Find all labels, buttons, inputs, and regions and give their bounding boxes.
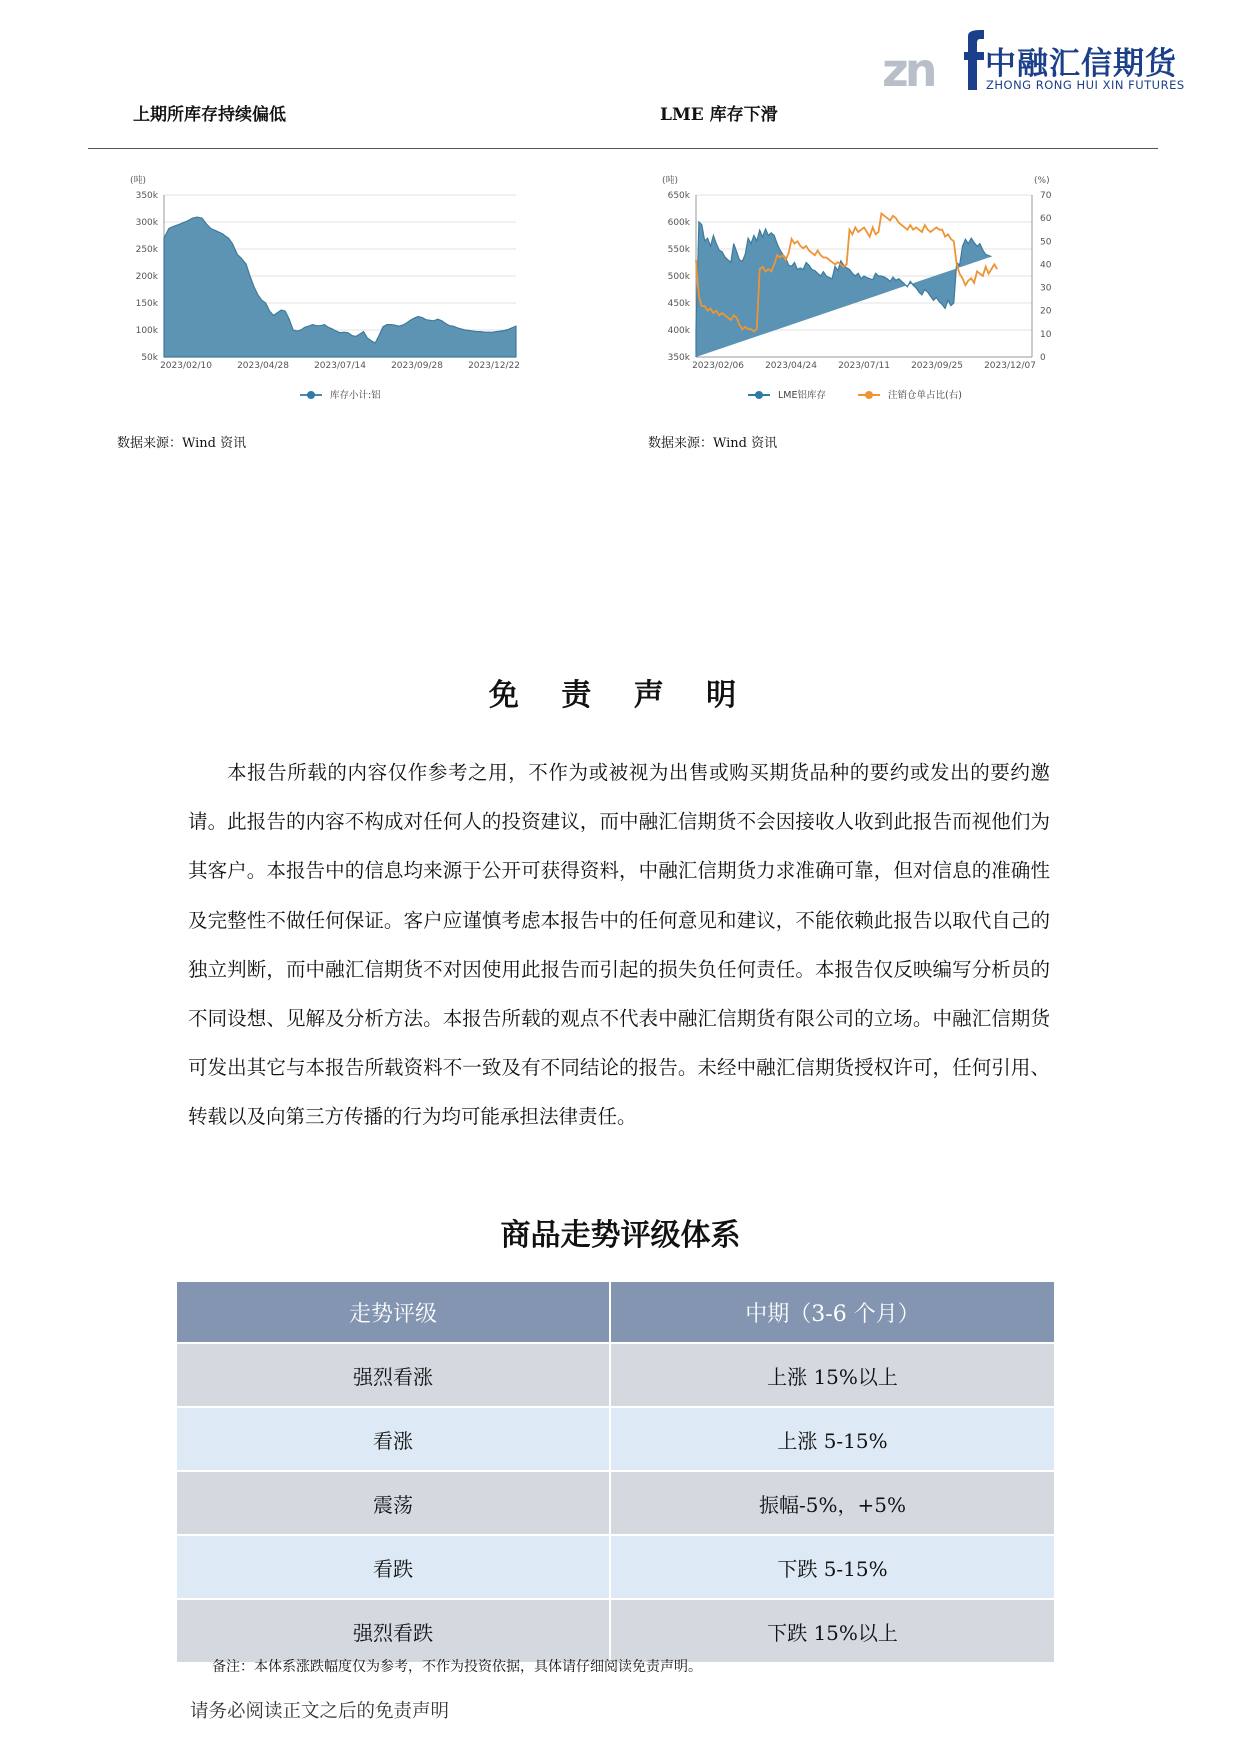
y-tick-label: 250k [135, 245, 158, 255]
y-tick-label: 300k [135, 218, 158, 228]
y-tick-label: 550k [667, 245, 690, 255]
y-tick-label: 350k [667, 353, 690, 363]
y-axis-label: (吨) [662, 176, 679, 186]
x-tick-label: 2023/04/28 [237, 361, 289, 371]
y-tick-label: 200k [135, 272, 158, 282]
y2-axis-label: (%) [1034, 176, 1050, 186]
x-tick-label: 2023/02/10 [160, 361, 212, 371]
table-row [177, 1344, 1054, 1408]
rating-table-header [177, 1282, 1054, 1344]
table-row [177, 1472, 1054, 1536]
y-tick-label: 450k [667, 299, 690, 309]
series-area-LME铝库存 [696, 222, 991, 357]
x-tick-label: 2023/12/22 [468, 361, 520, 371]
table-row [177, 1408, 1054, 1472]
y-tick-label: 150k [135, 299, 158, 309]
rating-title: 商品走势评级体系 [500, 1218, 741, 1253]
left-chart-title: 上期所库存持续偏低 [133, 105, 286, 125]
y-axis-label: (吨) [130, 176, 147, 186]
disclaimer-title: 免 责 声 明 [488, 678, 753, 713]
rating-label: 看跌 [177, 1536, 611, 1600]
left-divider [88, 148, 620, 149]
y-tick-label: 100k [135, 326, 158, 336]
series-area-库存小计:铝 [164, 217, 516, 357]
rating-label: 看涨 [177, 1408, 611, 1472]
shfe-inventory-chart [118, 165, 588, 415]
x-tick-label: 2023/07/11 [838, 361, 890, 371]
x-tick-label: 2023/04/24 [765, 361, 817, 371]
y-tick-label: 500k [667, 272, 690, 282]
rating-range: 上涨 15%以上 [611, 1344, 1054, 1408]
rating-range: 振幅-5%，+5% [611, 1472, 1054, 1536]
header-trend-rating: 走势评级 [177, 1282, 611, 1344]
y-tick-label: 600k [667, 218, 690, 228]
left-chart-source: 数据来源：Wind 资讯 [117, 436, 247, 451]
y2-tick-label: 70 [1040, 191, 1052, 201]
right-divider [620, 148, 1158, 149]
x-tick-label: 2023/12/07 [984, 361, 1036, 371]
company-name-en: ZHONG RONG HUI XIN FUTURES [986, 78, 1185, 92]
rating-label: 强烈看跌 [177, 1600, 611, 1664]
y2-tick-label: 10 [1040, 329, 1052, 340]
rating-label: 强烈看涨 [177, 1344, 611, 1408]
rating-range: 下跌 5-15% [611, 1536, 1054, 1600]
table-row [177, 1600, 1054, 1664]
header-mid-term: 中期（3-6 个月） [611, 1282, 1054, 1344]
disclaimer-body: 本报告所载的内容仅作参考之用，不作为或被视为出售或购买期货品种的要约或发出的要约邀请。此报告的内容不构成对任何人的投资建议，而中融汇信期货不会因接收人收到此报告而视他们为其客户。本报告中的信息均来源于公开可获得资料，中融汇信期货力求准确可靠，但对信息的准确性及完整性不做任何保证。客户应谨慎考虑本报告中的任何意见和建议，不能依赖此报告以取代自己的独立判断，而中融汇信期货不对因使用此报告而引起的损失负任何责任。本报告仅反映编写分析员的不同设想、见解及分析方法。本报告所载的观点不代表中融汇信期货有限公司的立场。中融汇信期货可发出其它与本报告所载资料不一致及有不同结论的报告。未经中融汇信期货授权许可，任何引用、转载以及向第三方传播的行为均可能承担法律责任。 [188, 761, 1050, 1129]
legend-label: 注销仓单占比(右) [888, 390, 962, 401]
legend-label: 库存小计:铝 [330, 390, 381, 401]
y2-tick-label: 50 [1040, 237, 1052, 248]
x-tick-label: 2023/09/28 [391, 361, 443, 371]
table-row [177, 1536, 1054, 1600]
y-tick-label: 350k [135, 191, 158, 201]
legend-marker [755, 391, 763, 399]
legend-marker [865, 391, 873, 399]
right-chart-source: 数据来源：Wind 资讯 [648, 436, 778, 451]
lme-inventory-chart [650, 165, 1120, 415]
rating-range: 上涨 5-15% [611, 1408, 1054, 1472]
logo-mark-icon [880, 28, 990, 98]
page-footer: 请务必阅读正文之后的免责声明 [190, 1701, 450, 1722]
y-tick-label: 50k [141, 353, 158, 363]
y2-tick-label: 40 [1040, 260, 1052, 271]
rating-note: 备注：本体系涨跌幅度仅为参考，不作为投资依据，具体请仔细阅读免责声明。 [212, 1659, 702, 1675]
y-tick-label: 650k [667, 191, 690, 201]
x-tick-label: 2023/09/25 [911, 361, 963, 371]
rating-range: 下跌 15%以上 [611, 1600, 1054, 1664]
x-tick-label: 2023/07/14 [314, 361, 366, 371]
company-name-cn: 中融汇信期货 [985, 46, 1177, 82]
y-tick-label: 400k [667, 326, 690, 336]
rating-label: 震荡 [177, 1472, 611, 1536]
legend-label: LME铝库存 [778, 390, 826, 401]
y2-tick-label: 30 [1040, 283, 1052, 294]
y2-tick-label: 60 [1040, 214, 1052, 225]
rating-table [177, 1282, 1054, 1664]
right-chart-title: LME 库存下滑 [660, 105, 778, 125]
svg-text:zn: zn [882, 43, 934, 97]
x-tick-label: 2023/02/06 [692, 361, 744, 371]
y2-tick-label: 20 [1040, 306, 1052, 317]
y2-tick-label: 0 [1040, 353, 1046, 363]
legend-marker [307, 391, 315, 399]
